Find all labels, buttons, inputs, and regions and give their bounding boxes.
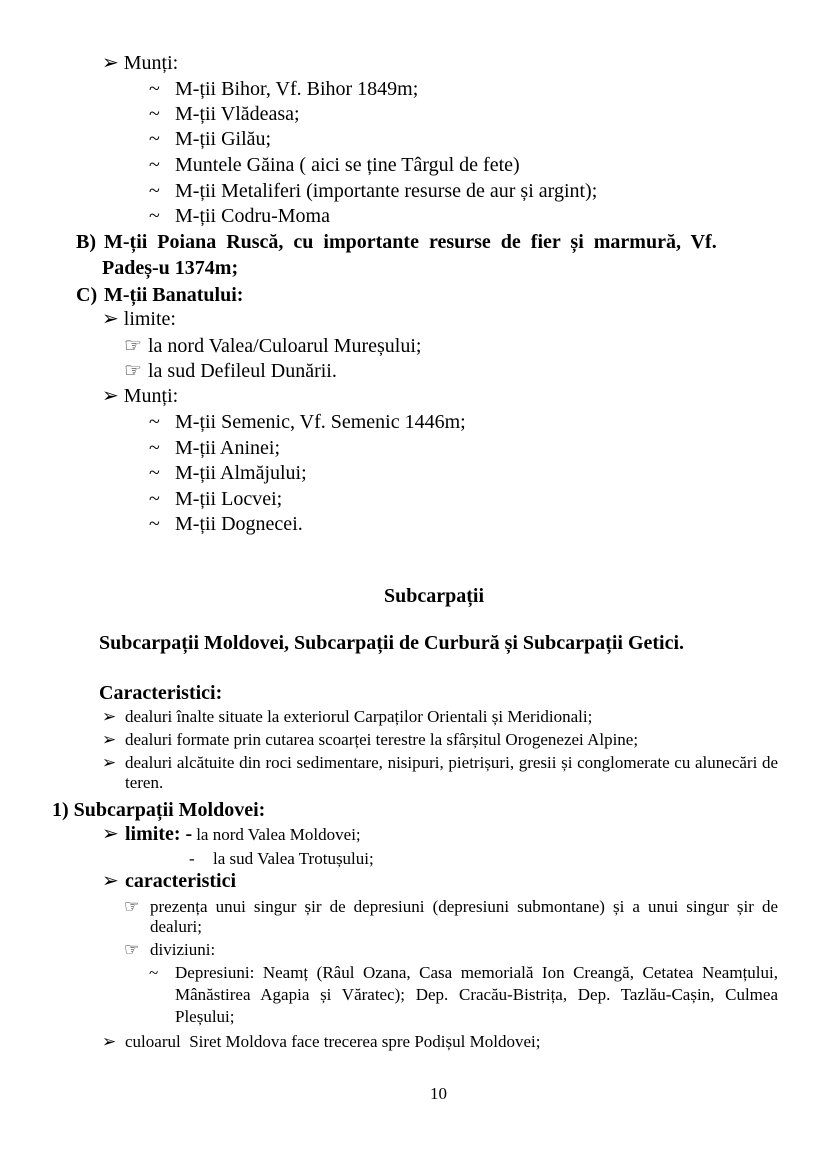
limite-header: ➢ limite: [102, 308, 176, 330]
heading-b [76, 231, 778, 254]
caracteristici2-label: caracteristici [125, 870, 237, 892]
heading-c-title: M-ții Banatului: [104, 284, 244, 306]
list-item: ~ M-ții Bihor, Vf. Bihor 1849m; [149, 78, 419, 100]
tilde-bullet-icon: ~ [149, 103, 160, 125]
arrow-bullet-icon: ➢ [102, 308, 119, 330]
heading-c [76, 284, 243, 307]
list-item: ➢ culoarul Siret Moldova face trecerea spre Podișul Moldovei; [102, 1032, 541, 1051]
munti2-header: ➢ Munți: [102, 385, 179, 407]
dash-bullet: - [189, 849, 195, 868]
list-item: ☞ diviziuni: [124, 940, 216, 959]
tilde-bullet-icon: ~ [149, 437, 160, 459]
list-item: ~ M-ții Vlădeasa; [149, 103, 300, 125]
list-item: ~ Depresiuni: Neamț (Râul Ozana, Casa memorială Ion Creangă, Cetatea Neamțului, Mânăstirea Agapia și Văratec); Dep. Cracău-Bistrița, Dep. Tazlău-Cașin, Culmea Pleșului; [149, 962, 778, 1028]
tilde-bullet-icon: ~ [149, 154, 160, 176]
list-item: ☞ la nord Valea/Culoarul Mureșului; [124, 335, 422, 357]
tilde-bullet-icon: ~ [149, 78, 160, 100]
section-title: Subcarpații [384, 585, 485, 607]
arrow-bullet-icon: ➢ [102, 870, 119, 892]
section-subtitle: Subcarpații Moldovei, Subcarpații de Curbură și Subcarpații Getici. [99, 632, 685, 654]
heading-c-marker: C) [76, 284, 98, 306]
tilde-bullet-icon: ~ [149, 205, 160, 227]
list-item: ~ M-ții Gilău; [149, 128, 272, 150]
tilde-bullet-icon: ~ [149, 963, 159, 982]
heading-b-line1: M-ții Poiana Ruscă, cu importante resurse de fier și marmură, Vf. [104, 231, 717, 253]
caracteristici2-row [102, 870, 236, 893]
list-item: ~ M-ții Dognecei. [149, 513, 303, 535]
limite-label: limite: - [125, 823, 193, 845]
arrow-bullet-icon: ➢ [102, 1032, 117, 1051]
munti-header [102, 52, 178, 75]
arrow-bullet-icon: ➢ [102, 707, 117, 726]
arrow-bullet-icon: ➢ [102, 730, 117, 749]
list-item: ➢ dealuri alcătuite din roci sedimentare, nisipuri, pietrișuri, gresii și conglomerate cu alunecări de teren. [102, 753, 778, 792]
limite-nord: la nord Valea Moldovei; [196, 825, 361, 844]
list-item: ~ M-ții Metaliferi (importante resurse de aur și argint); [149, 180, 598, 202]
arrow-bullet-icon: ➢ [102, 385, 119, 407]
list-item: ☞ prezența unui singur șir de depresiuni (depresiuni submontane) și a unui singur șir de dealuri; [124, 897, 778, 936]
hand-bullet-icon: ☞ [124, 360, 142, 382]
list-item: ☞ la sud Defileul Dunării. [124, 360, 337, 382]
list-item: ~ M-ții Semenic, Vf. Semenic 1446m; [149, 411, 466, 433]
heading-b-line2: Padeș-u 1374m; [102, 257, 239, 279]
arrow-bullet-icon: ➢ [102, 52, 119, 74]
arrow-bullet-icon: ➢ [102, 823, 119, 845]
limite-row [102, 823, 361, 846]
tilde-bullet-icon: ~ [149, 513, 160, 535]
arrow-bullet-icon: ➢ [102, 753, 117, 772]
page-number: 10 [430, 1084, 447, 1103]
caracteristici-heading: Caracteristici: [99, 682, 223, 704]
list-item: ➢ dealuri formate prin cutarea scoarței terestre la sfârșitul Orogenezei Alpine; [102, 730, 639, 749]
hand-bullet-icon: ☞ [124, 940, 140, 959]
tilde-bullet-icon: ~ [149, 180, 160, 202]
list-item: ~ M-ții Aninei; [149, 437, 280, 459]
tilde-bullet-icon: ~ [149, 462, 160, 484]
hand-bullet-icon: ☞ [124, 897, 140, 916]
limite-sud-row: - la sud Valea Trotușului; [189, 849, 374, 868]
list-item: ~ M-ții Codru-Moma [149, 205, 330, 227]
moldovei-heading: 1) Subcarpații Moldovei: [52, 799, 266, 821]
list-item: ~ Muntele Găina ( aici se ține Târgul de fete) [149, 154, 520, 176]
tilde-bullet-icon: ~ [149, 488, 160, 510]
list-item: ~ M-ții Locvei; [149, 488, 283, 510]
tilde-bullet-icon: ~ [149, 411, 160, 433]
munti-label: Munți: [123, 52, 179, 74]
list-item: ➢ dealuri înalte situate la exteriorul Carpaților Orientali și Meridionali; [102, 707, 593, 726]
list-item: ~ M-ții Almăjului; [149, 462, 307, 484]
heading-b-marker: B) [76, 231, 96, 253]
tilde-bullet-icon: ~ [149, 128, 160, 150]
hand-bullet-icon: ☞ [124, 335, 142, 357]
